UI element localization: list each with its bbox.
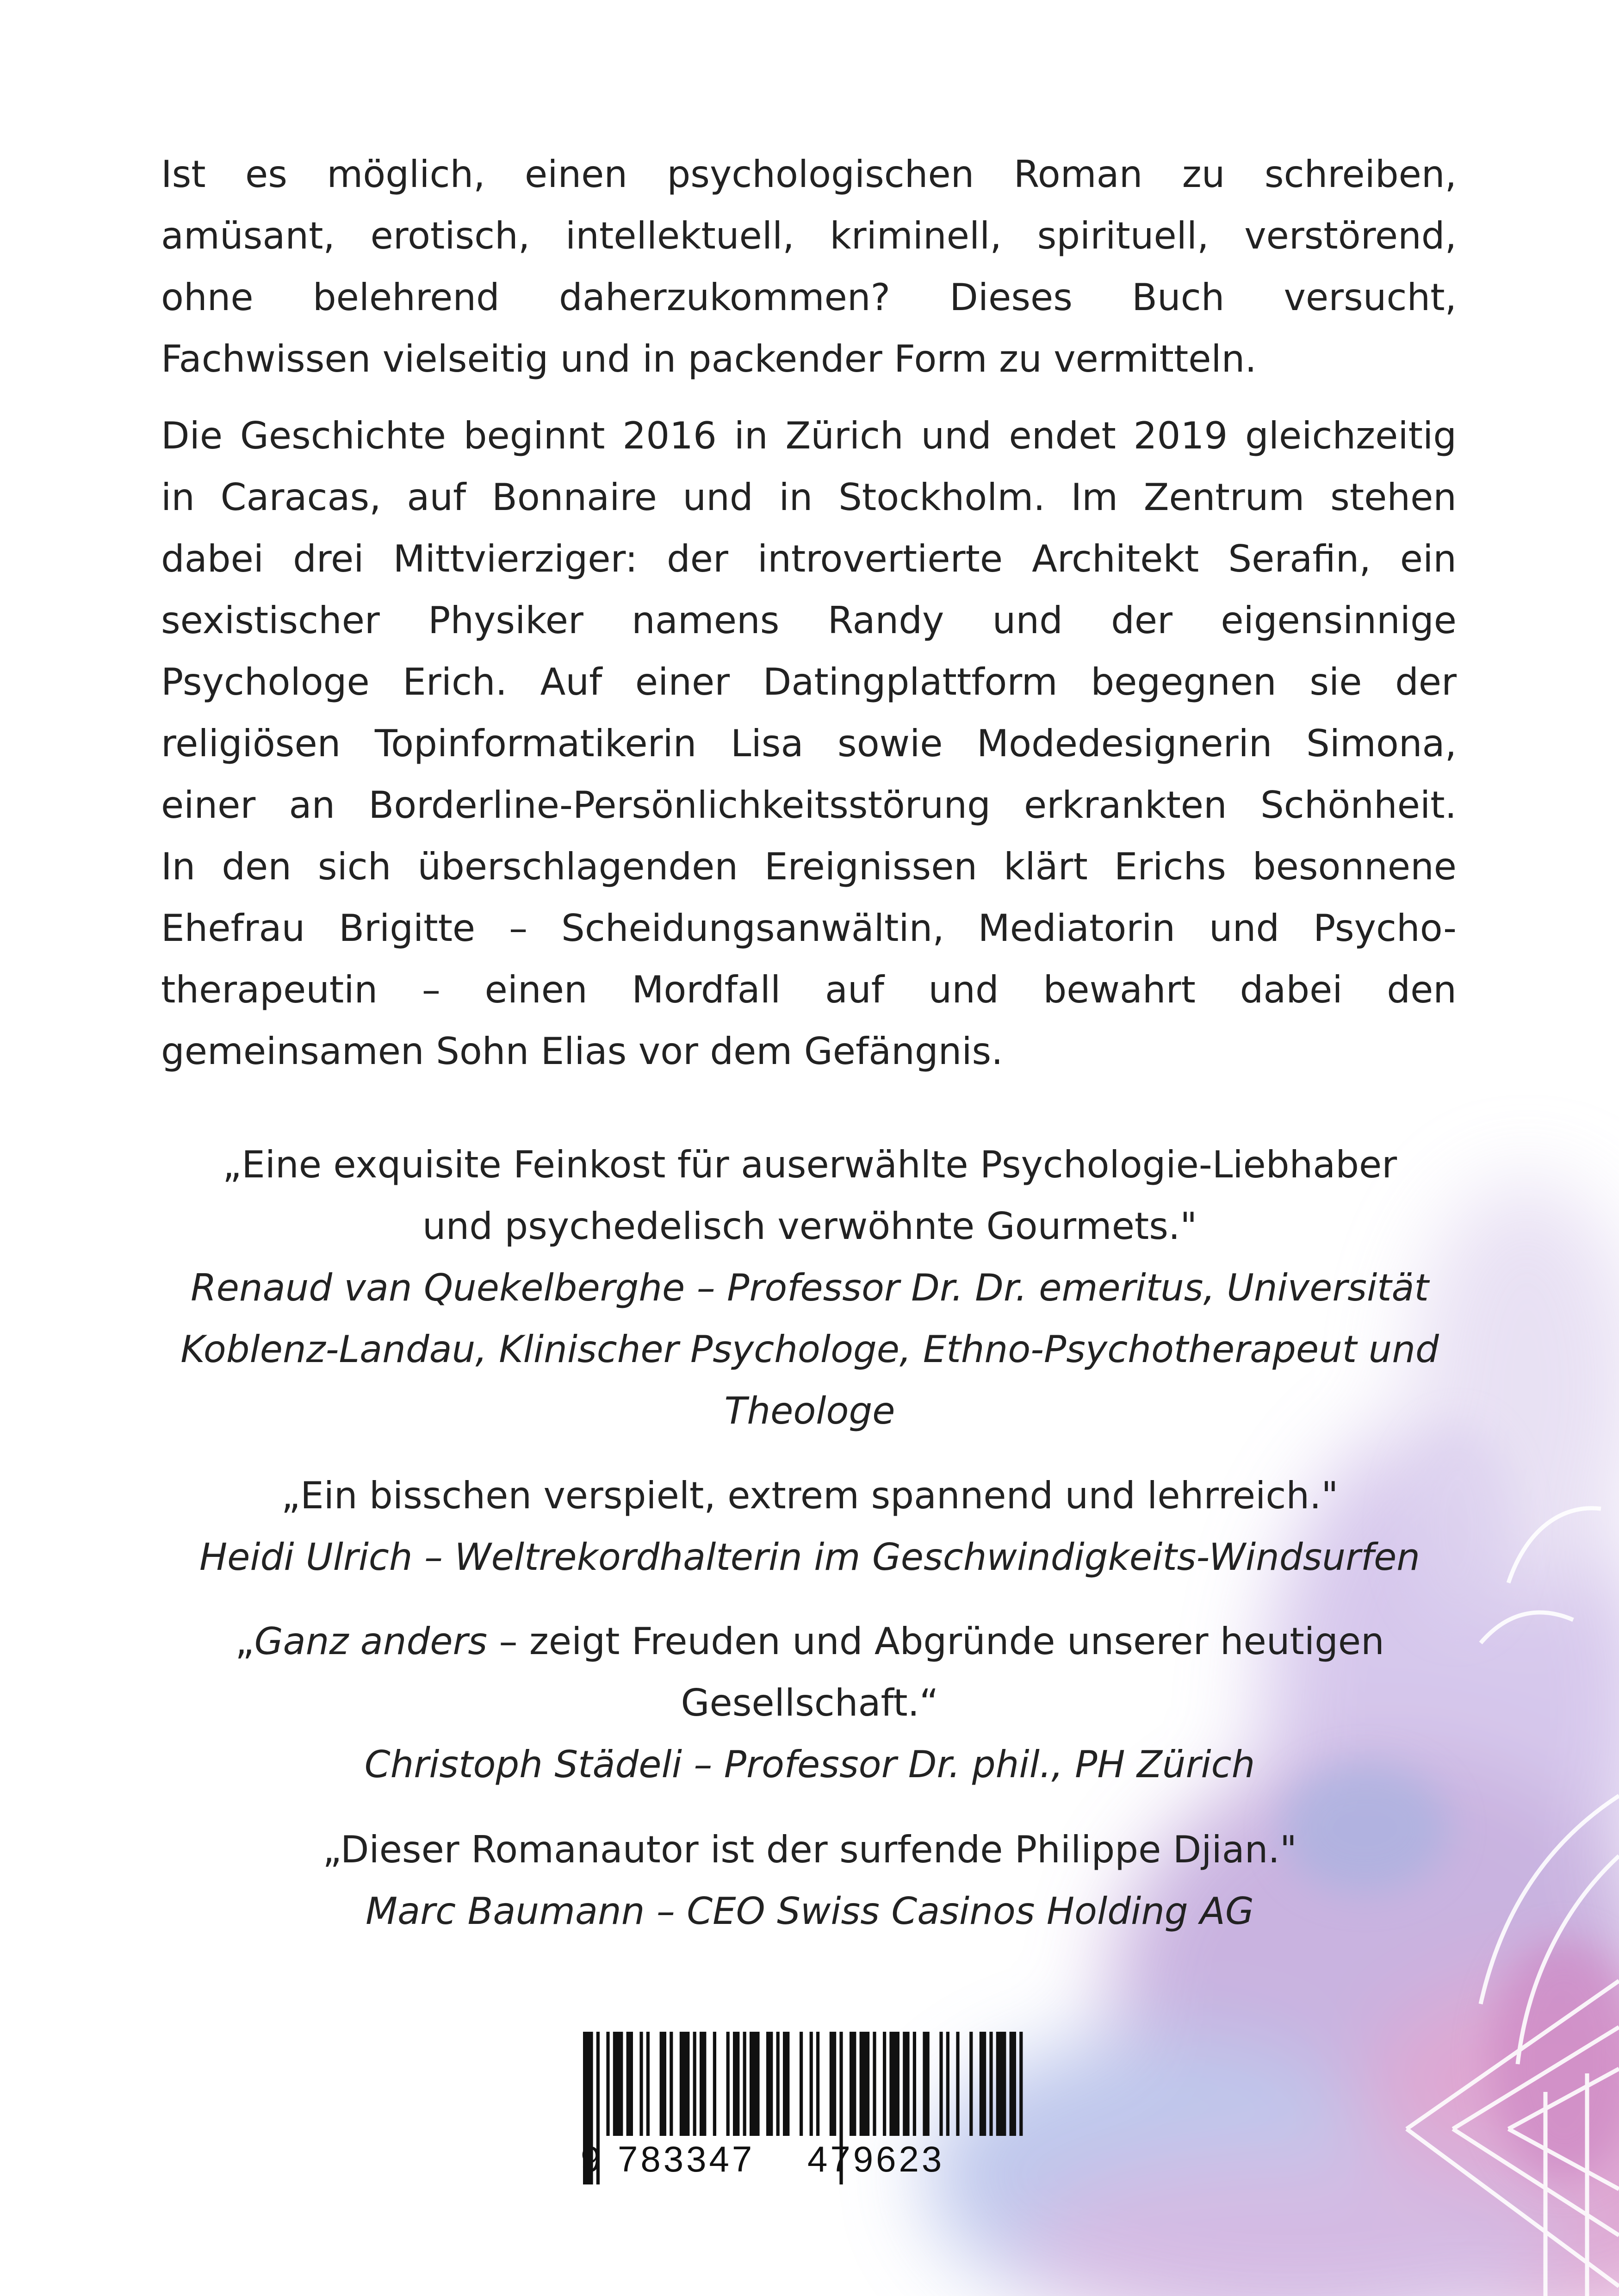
barcode-bar (989, 2032, 992, 2136)
text-line: Ehefrau Brigitte – Scheidungsanwältin, Mediatorin und Psycho- (161, 907, 1457, 950)
isbn-group-1: 783347 (618, 2139, 755, 2179)
barcode-bar (860, 2032, 870, 2136)
barcode-bar (733, 2032, 739, 2136)
barcode-bar (783, 2032, 789, 2136)
isbn-group-2: 479623 (807, 2139, 945, 2179)
quote-line: und psychedelisch verwöhnte Gourmets." (422, 1205, 1197, 1248)
quote-author: Theologe (724, 1389, 895, 1432)
quote-author: Heidi Ulrich – Weltrekordhalterin im Geschwindigkeits-Windsurfen (199, 1536, 1420, 1579)
quote-open-mark: „ (235, 1620, 254, 1663)
review-quote-2 (139, 1465, 1481, 1588)
barcode-bar (939, 2032, 943, 2136)
blurb-paragraph-2 (161, 405, 1457, 1082)
barcode-bar (816, 2032, 819, 2136)
barcode-bar (606, 2032, 609, 2136)
text-line: ohne belehrend daherzukommen? Dieses Buch versucht, (161, 276, 1457, 319)
quote-author: Koblenz-Landau, Klinischer Psychologe, Ethno-Psychotherapeut und (180, 1328, 1439, 1371)
barcode-bar (613, 2032, 623, 2136)
barcode-bar (680, 2032, 690, 2136)
barcode-bar (810, 2032, 813, 2136)
review-quote-4 (139, 1819, 1481, 1942)
barcode-bar (713, 2032, 716, 2136)
quote-author: Christoph Städeli – Professor Dr. phil., PH Zürich (364, 1743, 1255, 1786)
review-quote-3 (139, 1611, 1481, 1795)
barcode-bar (956, 2032, 959, 2136)
barcode-bar (889, 2032, 899, 2136)
paragraph (161, 405, 1457, 1082)
barcode-bar (830, 2032, 836, 2136)
quote-line: „Ein bisschen verspielt, extrem spannend und lehrreich." (281, 1474, 1339, 1517)
barcode-bar (693, 2032, 696, 2136)
quote-italic-title: Ganz anders (254, 1620, 488, 1663)
text-line: dabei drei Mittvierziger: der introvertierte Architekt Serafin, ein (161, 537, 1457, 580)
quote-line: „Dieser Romanautor ist der surfende Philippe Djian." (323, 1828, 1297, 1871)
barcode-bar (946, 2032, 949, 2136)
quote-author: Renaud van Quekelberghe – Professor Dr. Dr. emeritus, Universität (191, 1266, 1429, 1309)
quote-line: „Eine exquisite Feinkost für auserwählte Psychologie-Liebhaber (222, 1143, 1397, 1186)
text-line: Ist es möglich, einen psychologischen Roman zu schreiben, (161, 153, 1457, 196)
text-line: In den sich überschlagenden Ereignissen klärt Erichs besonnene (161, 845, 1457, 888)
barcode-bar (1019, 2032, 1023, 2136)
barcode-bar (800, 2032, 803, 2136)
text-line: amüsant, erotisch, intellektuell, kriminell, spirituell, verstörend, (161, 214, 1457, 257)
quote-author: Marc Baumann – CEO Swiss Casinos Holding AG (366, 1890, 1254, 1933)
barcode-bar (627, 2032, 633, 2136)
text-line: therapeutin – einen Mordfall auf und bewahrt dabei den (161, 968, 1457, 1011)
text-line: in Caracas, auf Bonnaire und in Stockholm. Im Zentrum stehen (161, 476, 1457, 519)
blurb-paragraph-1 (161, 143, 1457, 390)
text-line: Fachwissen vielseitig und in packender Form zu vermitteln. (161, 337, 1257, 380)
barcode-bar (873, 2032, 876, 2136)
barcode-bar (646, 2032, 650, 2136)
barcode-bar (670, 2032, 673, 2136)
barcode-bar (980, 2032, 986, 2136)
barcode-bar (766, 2032, 773, 2136)
paragraph (161, 143, 1457, 390)
barcode-bar (913, 2032, 916, 2136)
barcode-bar (776, 2032, 780, 2136)
text-line: sexistischer Physiker namens Randy und der eigensinnige (161, 599, 1457, 642)
quote-text: – zeigt Freuden und Abgründe unserer heutigen (487, 1620, 1384, 1663)
barcode-bar (996, 2032, 1006, 2136)
barcode-bar (923, 2032, 929, 2136)
text-line: gemeinsamen Sohn Elias vor dem Gefängnis. (161, 1030, 1003, 1073)
barcode-bar (639, 2032, 643, 2136)
text-line: religiösen Topinformatikerin Lisa sowie Modedesignerin Simona, (161, 722, 1457, 765)
text-line: Die Geschichte beginnt 2016 in Zürich und endet 2019 gleichzeitig (161, 414, 1457, 457)
barcode-bar (1010, 2032, 1016, 2136)
barcode-bar (660, 2032, 666, 2136)
barcode-bar (903, 2032, 909, 2136)
barcode-bar (883, 2032, 886, 2136)
barcode-bar (743, 2032, 746, 2136)
review-quote-1 (139, 1134, 1481, 1442)
isbn-first-digit: 9 (581, 2139, 602, 2179)
barcode-bar (969, 2032, 973, 2136)
quote-line (139, 1611, 1481, 1672)
barcode-bar (850, 2032, 856, 2136)
quote-line: Gesellschaft.“ (681, 1681, 939, 1724)
barcode-bar (700, 2032, 706, 2136)
barcode-bar (750, 2032, 760, 2136)
text-line: einer an Borderline-Persönlichkeitsstörung erkrankten Schönheit. (161, 784, 1457, 827)
barcode-bar (726, 2032, 730, 2136)
text-line: Psychologe Erich. Auf einer Datingplattform begegnen sie der (161, 660, 1457, 703)
